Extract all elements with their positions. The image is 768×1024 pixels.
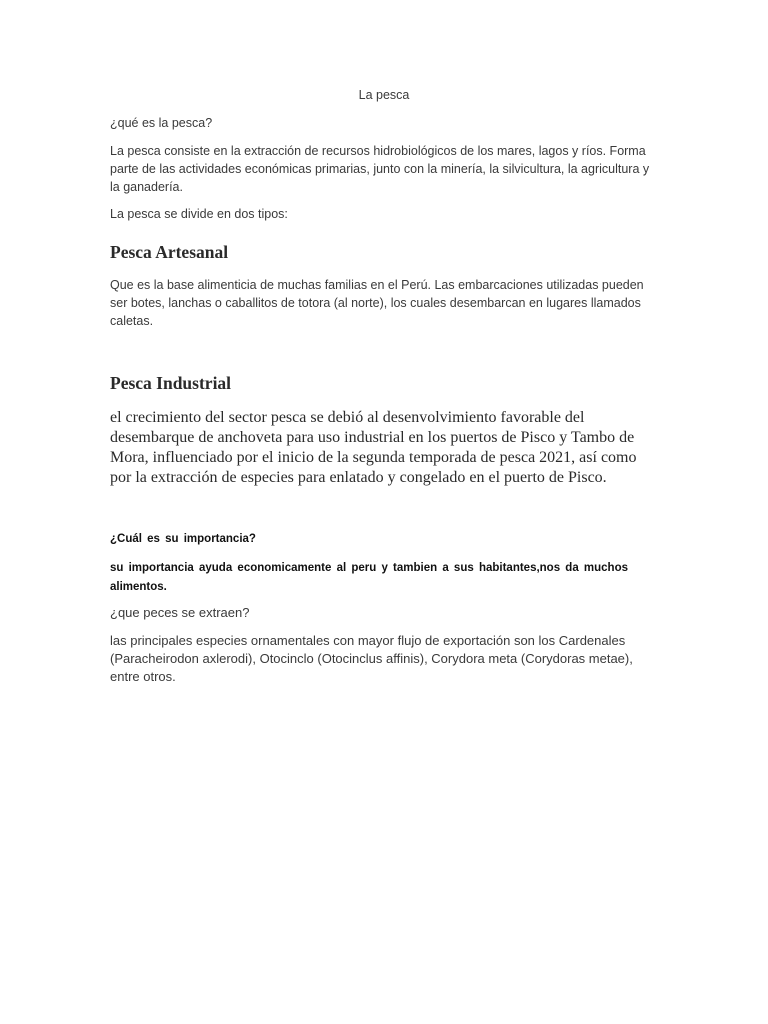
question-importance: ¿Cuál es su importancia? <box>110 533 256 545</box>
paragraph-fishing-definition: La pesca consiste en la extracción de recursos hidrobiológicos de los mares, lagos y ríos. Forma parte de las actividades económicas primarias, junto con la minería, la silvicultura, la agricultura y la ganadería. <box>110 144 650 194</box>
paragraph-pesca-artesanal: Que es la base alimenticia de muchas familias en el Perú. Las embarcaciones utilizadas pueden ser botes, lanchas o caballitos de totora (al norte), los cuales desembarcan en lugares llamados caletas. <box>110 278 644 328</box>
heading-pesca-industrial: Pesca Industrial <box>110 373 232 393</box>
document-title: La pesca <box>358 88 410 102</box>
answer-importance: su importancia ayuda economicamente al peru y tambien a sus habitantes,nos da muchos alimentos. <box>110 562 629 593</box>
question-which-fish: ¿que peces se extraen? <box>110 605 250 620</box>
question-what-is-fishing: ¿qué es la pesca? <box>110 116 213 130</box>
heading-pesca-artesanal: Pesca Artesanal <box>110 242 229 262</box>
paragraph-fishing-types: La pesca se divide en dos tipos: <box>110 207 288 221</box>
answer-which-fish: las principales especies ornamentales con mayor flujo de exportación son los Cardenales (Paracheirodon axlerodi), Otocinclo (Otocinclus affinis), Corydora meta (Corydoras metae), entre otros. <box>110 633 633 684</box>
paragraph-pesca-industrial: el crecimiento del sector pesca se debió al desenvolvimiento favorable del desembarque de anchoveta para uso industrial en los puertos de Pisco y Tambo de Mora, influenciado por el inicio de la segunda temporada de pesca 2021, así como por la extracción de especies para enlatado y congelado en el puerto de Pisco. <box>110 409 637 486</box>
